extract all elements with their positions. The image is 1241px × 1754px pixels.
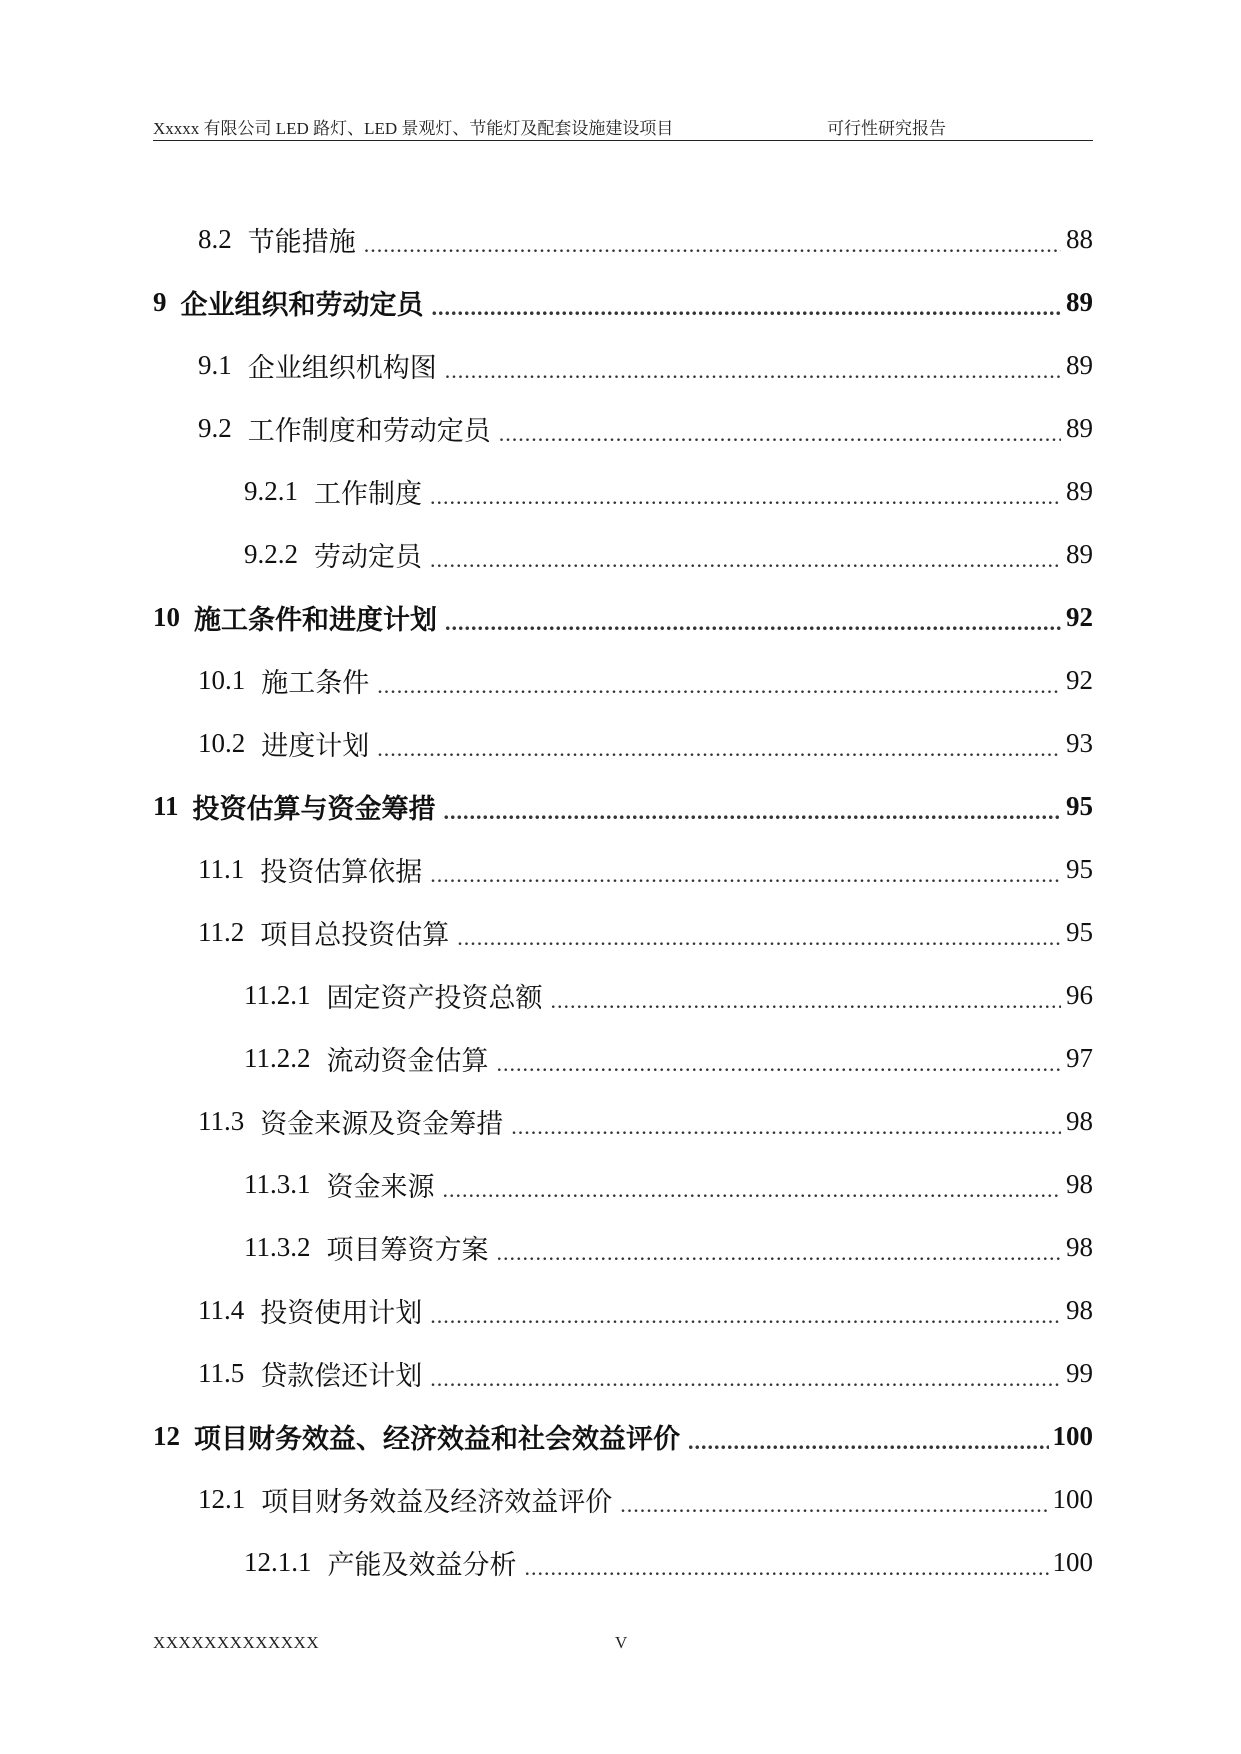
toc-entry-title: 工作制度和劳动定员 <box>247 416 491 446</box>
toc-entry-title: 资金来源 <box>326 1172 435 1202</box>
toc-entry-number: 11.2 <box>198 917 245 947</box>
toc-entry-number: 12 <box>153 1421 180 1451</box>
toc-entry-title: 企业组织和劳动定员 <box>180 290 424 320</box>
toc-dot-leader <box>430 858 1061 889</box>
toc-dot-leader <box>445 606 1061 637</box>
toc-entry-page: 100 <box>1052 1484 1093 1514</box>
toc-entry-number: 9 <box>153 287 167 317</box>
toc-entry-page: 98 <box>1066 1232 1093 1262</box>
table-of-contents <box>153 208 1093 1594</box>
toc-entry-page: 98 <box>1066 1295 1093 1325</box>
toc-entry-number: 8.2 <box>198 224 232 254</box>
toc-entry-page: 98 <box>1066 1169 1093 1199</box>
header-project-title: Xxxxx 有限公司 LED 路灯、LED 景观灯、节能灯及配套设施建设项目 <box>153 119 674 138</box>
toc-entry-title: 固定资产投资总额 <box>326 983 543 1013</box>
toc-entry-title: 投资使用计划 <box>260 1298 423 1328</box>
toc-entry-title: 施工条件 <box>261 668 370 698</box>
toc-entry-number: 11.5 <box>198 1358 245 1388</box>
toc-entry-number: 11 <box>153 791 179 821</box>
toc-entry-title: 投资估算与资金筹措 <box>192 794 436 824</box>
toc-entry[interactable] <box>153 649 1093 712</box>
toc-entry-page: 95 <box>1066 854 1093 884</box>
toc-dot-leader <box>497 1047 1062 1078</box>
toc-entry-number: 11.2.2 <box>244 1043 311 1073</box>
toc-entry-title: 项目财务效益及经济效益评价 <box>261 1487 613 1517</box>
toc-entry[interactable] <box>153 460 1093 523</box>
toc-entry-page: 96 <box>1066 980 1093 1010</box>
toc-dot-leader <box>511 1110 1061 1141</box>
toc-entry-number: 9.2.1 <box>244 476 298 506</box>
toc-entry-title: 产能及效益分析 <box>327 1550 517 1580</box>
toc-entry[interactable] <box>153 586 1093 649</box>
toc-dot-leader <box>444 795 1061 826</box>
toc-entry-number: 10 <box>153 602 180 632</box>
toc-entry-title: 流动资金估算 <box>326 1046 489 1076</box>
toc-entry-number: 10.1 <box>198 665 246 695</box>
header-report-type: 可行性研究报告 <box>827 119 946 138</box>
toc-dot-leader <box>430 1362 1061 1393</box>
page-footer <box>153 1633 1093 1657</box>
toc-entry[interactable] <box>153 334 1093 397</box>
toc-entry[interactable] <box>153 1279 1093 1342</box>
toc-entry-page: 95 <box>1066 791 1093 821</box>
toc-dot-leader <box>377 669 1061 700</box>
toc-entry-page: 97 <box>1066 1043 1093 1073</box>
toc-entry[interactable] <box>153 964 1093 1027</box>
toc-dot-leader <box>525 1551 1049 1582</box>
footer-company-placeholder: XXXXXXXXXXXXX <box>153 1633 320 1652</box>
toc-entry-page: 89 <box>1066 539 1093 569</box>
toc-entry[interactable] <box>153 1027 1093 1090</box>
toc-entry-number: 9.2 <box>198 413 232 443</box>
toc-entry[interactable] <box>153 1090 1093 1153</box>
toc-entry[interactable] <box>153 712 1093 775</box>
toc-entry-number: 9.1 <box>198 350 232 380</box>
toc-dot-leader <box>443 1173 1062 1204</box>
toc-entry-number: 11.2.1 <box>244 980 311 1010</box>
toc-entry-title: 企业组织机构图 <box>247 353 437 383</box>
toc-entry-number: 11.3 <box>198 1106 245 1136</box>
toc-entry-title: 项目财务效益、经济效益和社会效益评价 <box>194 1424 680 1454</box>
toc-entry[interactable] <box>153 1153 1093 1216</box>
toc-entry[interactable] <box>153 838 1093 901</box>
toc-entry-page: 89 <box>1066 287 1093 317</box>
toc-entry[interactable] <box>153 901 1093 964</box>
toc-dot-leader <box>620 1488 1048 1519</box>
toc-entry[interactable] <box>153 271 1093 334</box>
toc-entry-title: 节能措施 <box>247 227 356 257</box>
toc-dot-leader <box>688 1425 1049 1456</box>
toc-entry-number: 11.3.2 <box>244 1232 311 1262</box>
toc-entry-title: 资金来源及资金筹措 <box>260 1109 504 1139</box>
toc-entry-title: 贷款偿还计划 <box>260 1361 423 1391</box>
toc-entry-title: 项目筹资方案 <box>326 1235 489 1265</box>
toc-dot-leader <box>551 984 1062 1015</box>
page-header <box>153 114 1093 141</box>
toc-entry-number: 12.1 <box>198 1484 246 1514</box>
toc-dot-leader <box>430 480 1061 511</box>
toc-dot-leader <box>497 1236 1062 1267</box>
toc-dot-leader <box>432 291 1062 322</box>
toc-entry-number: 9.2.2 <box>244 539 298 569</box>
toc-entry-number: 11.4 <box>198 1295 245 1325</box>
toc-entry[interactable] <box>153 1216 1093 1279</box>
toc-entry-number: 12.1.1 <box>244 1547 312 1577</box>
toc-dot-leader <box>377 732 1061 763</box>
toc-entry-page: 88 <box>1066 224 1093 254</box>
toc-entry-page: 89 <box>1066 413 1093 443</box>
toc-entry-page: 89 <box>1066 350 1093 380</box>
toc-entry-number: 10.2 <box>198 728 246 758</box>
toc-entry-title: 劳动定员 <box>314 542 422 572</box>
toc-entry[interactable] <box>153 397 1093 460</box>
footer-page-number: V <box>615 1633 628 1652</box>
toc-entry-title: 项目总投资估算 <box>260 920 450 950</box>
toc-entry-title: 工作制度 <box>314 479 422 509</box>
toc-dot-leader <box>430 543 1061 574</box>
toc-entry-number: 11.3.1 <box>244 1169 311 1199</box>
toc-entry[interactable] <box>153 1468 1093 1531</box>
toc-dot-leader <box>457 921 1061 952</box>
toc-entry-number: 11.1 <box>198 854 245 884</box>
toc-entry-page: 92 <box>1066 665 1093 695</box>
toc-entry[interactable] <box>153 775 1093 838</box>
toc-entry[interactable] <box>153 1405 1093 1468</box>
toc-entry-page: 92 <box>1066 602 1093 632</box>
toc-entry[interactable] <box>153 208 1093 271</box>
toc-entry[interactable] <box>153 1342 1093 1405</box>
toc-entry-page: 93 <box>1066 728 1093 758</box>
toc-dot-leader <box>499 417 1061 448</box>
toc-dot-leader <box>364 228 1061 259</box>
toc-dot-leader <box>430 1299 1061 1330</box>
toc-entry[interactable] <box>153 523 1093 586</box>
toc-entry-page: 95 <box>1066 917 1093 947</box>
toc-entry-page: 89 <box>1066 476 1093 506</box>
toc-dot-leader <box>445 354 1061 385</box>
toc-entry-page: 100 <box>1052 1421 1093 1451</box>
toc-entry-page: 99 <box>1066 1358 1093 1388</box>
toc-entry-title: 施工条件和进度计划 <box>194 605 437 635</box>
toc-entry[interactable] <box>153 1531 1093 1594</box>
toc-entry-page: 98 <box>1066 1106 1093 1136</box>
toc-entry-page: 100 <box>1052 1547 1093 1577</box>
toc-entry-title: 进度计划 <box>261 731 370 761</box>
toc-entry-title: 投资估算依据 <box>260 857 423 887</box>
